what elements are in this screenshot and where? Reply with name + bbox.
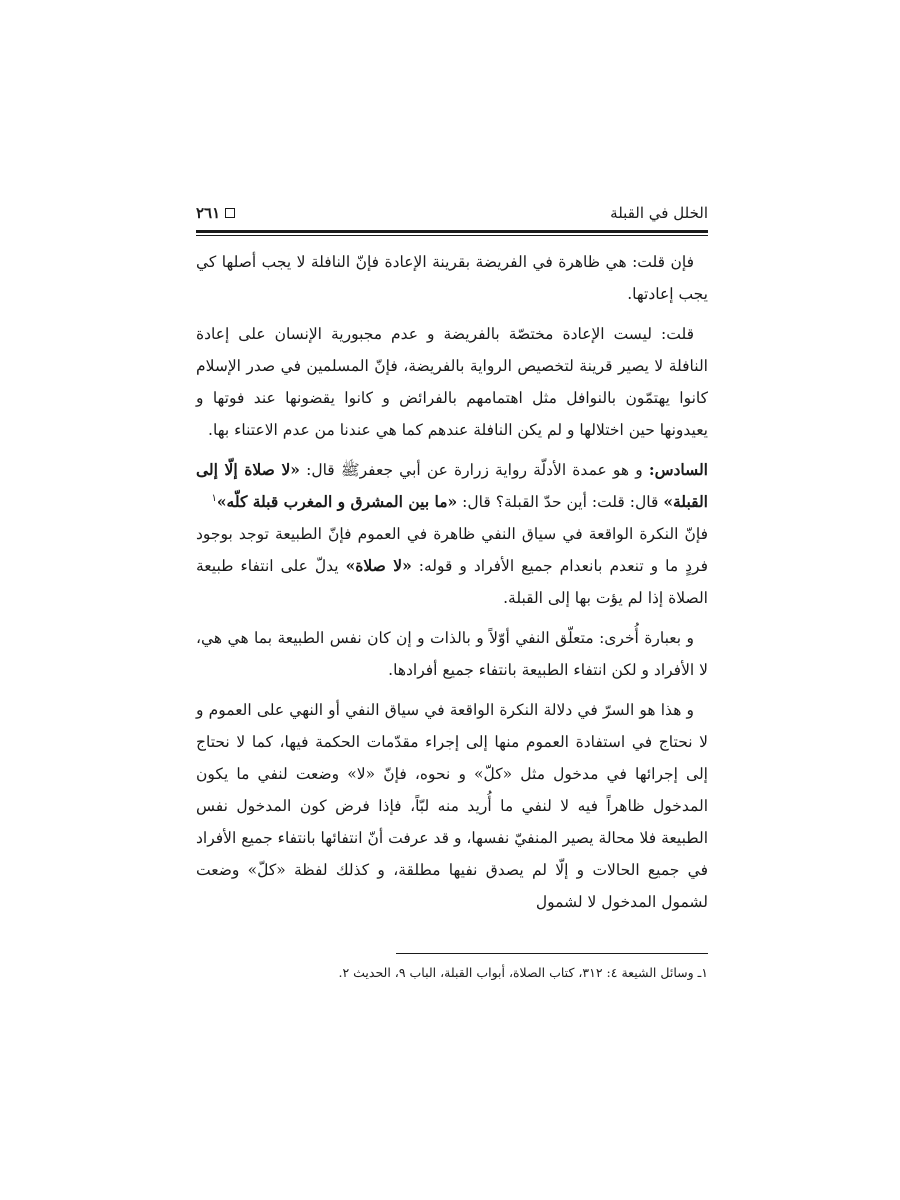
sixth-text-a: و هو عمدة الأدلّة رواية زرارة عن أبي جعفر bbox=[359, 461, 649, 479]
square-icon bbox=[225, 208, 235, 218]
header-rule-thick bbox=[196, 230, 708, 233]
paragraph-secret: و هذا هو السرّ في دلالة النكرة الواقعة في سياق النفي أو النهي على العموم و لا نحتاج في استفادة العموم منها إلى إجراء مقدّمات الحكمة فيها، كما لا نحتاج إلى إجرائها في مدخول مثل «كلّ» و نحوه، فإنّ «لا» وضعت لنفي ما يكون المدخول ظاهراً فيه لا لنفي ما أُريد منه لبّاً، فإذا فرض كون المدخول نفس الطبيعة فلا محالة يصير المنفيّ نفسها، و قد عرفت أنّ انتفائها بانتفاء جميع الأفراد في جميع الحالات و إلّا لم يصدق نفيها مطلقة، و كذلك لفظة «كلّ» وضعت لشمول المدخول لا لشمول bbox=[196, 701, 708, 911]
header-rule-thin bbox=[196, 235, 708, 236]
paragraph-indefinite-negation bbox=[196, 518, 708, 614]
running-title: الخلل في القبلة bbox=[610, 204, 708, 222]
paragraph-objection: فإن قلت: هي ظاهرة في الفريضة بقرينة الإعادة فإنّ النافلة لا يجب أصلها كي يجب إعادتها. bbox=[196, 253, 708, 303]
p4-quote: «لا صلاة» bbox=[345, 556, 412, 575]
footnote-rule bbox=[396, 953, 708, 954]
honorific-glyph: ﷺ bbox=[340, 461, 360, 479]
paragraph-rephrase: و بعبارة أُخرى: متعلّق النفي أوّلاً و بالذات و إن كان نفس الطبيعة بما هي هي، لا الأفراد و لكن انتفاء الطبيعة بانتفاء جميع أفرادها. bbox=[196, 629, 708, 679]
page-number-group bbox=[196, 204, 235, 222]
hadith-quote-2: «ما بين المشرق و المغرب قبلة كلّه» bbox=[216, 492, 458, 511]
p4-text-b: يدلّ على انتفاء طبيعة الصلاة إذا لم يؤت بها إلى القبلة. bbox=[196, 557, 708, 607]
sixth-label: السادس: bbox=[648, 460, 708, 479]
footnote: ١ـ وسائل الشيعة ٤: ٣١٢، كتاب الصلاة، أبواب القبلة، الباب ٩، الحديث ٢. bbox=[338, 965, 708, 980]
body-text bbox=[196, 246, 708, 926]
paragraph-sixth-evidence bbox=[196, 454, 708, 518]
footnote-reference[interactable]: ١ bbox=[211, 492, 217, 504]
sixth-text-b: قال: bbox=[299, 461, 341, 479]
paragraph-reply: قلت: ليست الإعادة مختصّة بالفريضة و عدم مجبورية الإنسان على إعادة النافلة لا يصير قرينة لتخصيص الرواية بالفريضة، فإنّ المسلمين في صدر الإسلام كانوا يهتمّون بالنوافل مثل اهتمامهم بالفرائض و كانوا يقضونها عند فوتها و يعيدونها حين اختلالها و لم يكن النافلة عندهم كما هي عندنا من عدم الاعتناء بها. bbox=[196, 325, 708, 439]
p4-text-a: فإنّ النكرة الواقعة في سياق النفي ظاهرة في العموم فإنّ الطبيعة توجد بوجود فردٍ ما و تنعدم بانعدام جميع الأفراد و قوله: bbox=[196, 525, 708, 575]
page-number: ٢٦١ bbox=[196, 204, 221, 222]
sixth-text-c: قال: قلت: أين حدّ القبلة؟ قال: bbox=[457, 493, 664, 511]
hadith-quote-1: «لا صلاة إلّا إلى القبلة» bbox=[196, 460, 708, 511]
page-header bbox=[196, 201, 708, 225]
